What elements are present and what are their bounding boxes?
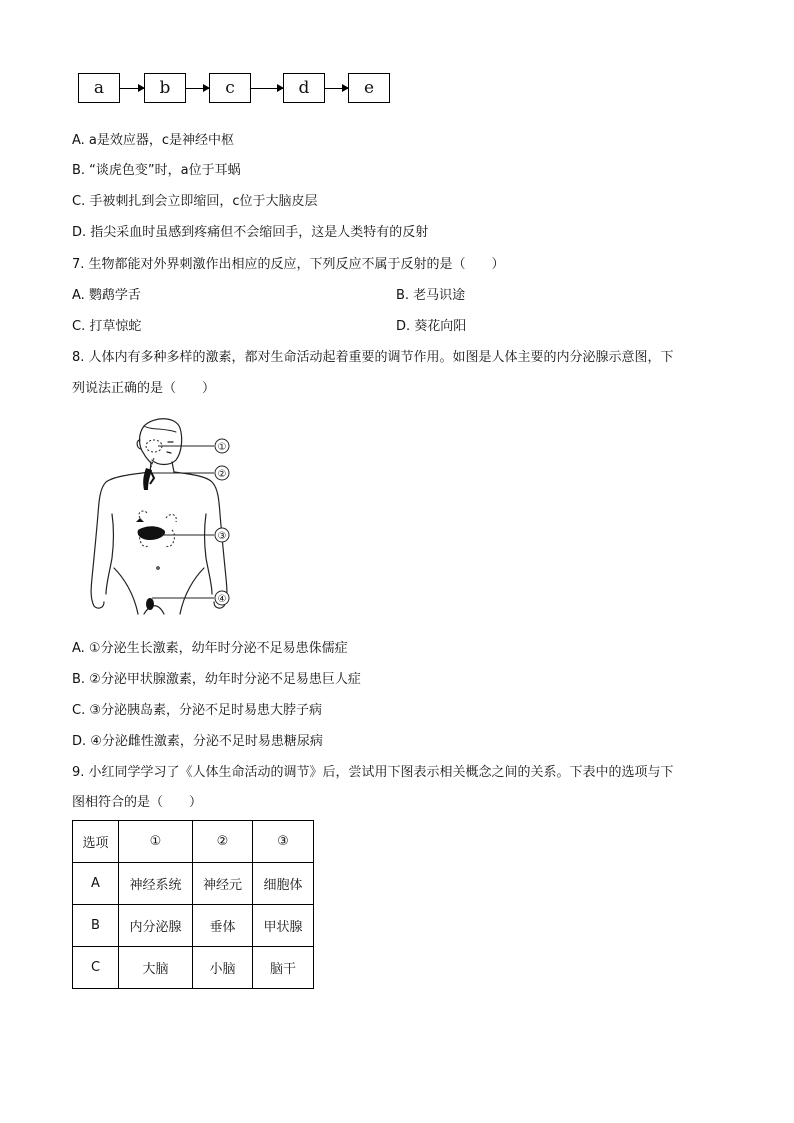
q8-option-d: D. ④分泌雌性激素，分泌不足时易患糖尿病 [72,734,323,749]
q9-stem-line2: 图相符合的是（ ） [72,795,203,810]
flow-arrow [251,88,283,89]
endocrine-gland-figure [84,418,244,618]
q8-stem-line1: 8. 人体内有多种多样的激素，都对生命活动起着重要的调节作用。如图是人体主要的内分泌腺示意图，下 [72,350,674,365]
table-cell: 大脑 [119,947,193,989]
table-row [73,947,314,989]
flow-node-e: e [348,73,390,103]
q7-option-a: A. 鹦鹉学舌 [72,288,141,303]
table-cell: 垂体 [193,905,253,947]
table-cell: A [73,863,119,905]
flow-arrow [120,88,144,89]
q8-option-c: C. ③分泌胰岛素，分泌不足时易患大脖子病 [72,703,322,718]
table-row [73,905,314,947]
q7-option-c: C. 打草惊蛇 [72,319,142,334]
table-cell: 神经系统 [119,863,193,905]
table-cell: 细胞体 [253,863,314,905]
table-cell: B [73,905,119,947]
table-cell: C [73,947,119,989]
table-cell: 内分泌腺 [119,905,193,947]
flow-node-a: a [78,73,120,103]
figure-label-1: ① [217,442,227,453]
q8-option-b: B. ②分泌甲状腺激素，幼年时分泌不足易患巨人症 [72,672,361,687]
q6-option-a: A. a是效应器，c是神经中枢 [72,133,235,148]
figure-label-4: ④ [217,594,227,605]
table-header-cell: ① [119,821,193,863]
flow-node-b: b [144,73,186,103]
q6-option-b: B. “谈虎色变”时，a位于耳蜗 [72,163,241,178]
q7-option-d: D. 葵花向阳 [396,319,467,334]
table-header-cell: ③ [253,821,314,863]
q6-option-c: C. 手被刺扎到会立即缩回，c位于大脑皮层 [72,194,318,209]
figure-label-3: ③ [217,531,227,542]
table-cell: 小脑 [193,947,253,989]
table-cell: 甲状腺 [253,905,314,947]
figure-label-2: ② [217,469,227,480]
reflex-arc-diagram [78,73,398,107]
table-cell: 神经元 [193,863,253,905]
flow-node-c: c [209,73,251,103]
q8-stem-line2: 列说法正确的是（ ） [72,381,216,396]
q7-option-b: B. 老马识途 [396,288,466,303]
human-body-illustration [84,418,244,618]
q8-option-a: A. ①分泌生长激素，幼年时分泌不足易患侏儒症 [72,641,348,656]
table-cell: 脑干 [253,947,314,989]
table-row [73,863,314,905]
table-header-row [73,821,314,863]
table-header-cell: 选项 [73,821,119,863]
table-header-cell: ② [193,821,253,863]
q9-stem-line1: 9. 小红同学学习了《人体生命活动的调节》后，尝试用下图表示相关概念之间的关系。下表中的选项与下 [72,765,674,780]
q7-stem: 7. 生物都能对外界刺激作出相应的反应，下列反应不属于反射的是（ ） [72,257,505,272]
q9-options-table [72,820,314,989]
flow-arrow [325,88,348,89]
flow-arrow [186,88,209,89]
flow-node-d: d [283,73,325,103]
q6-option-d: D. 指尖采血时虽感到疼痛但不会缩回手，这是人类特有的反射 [72,225,429,240]
